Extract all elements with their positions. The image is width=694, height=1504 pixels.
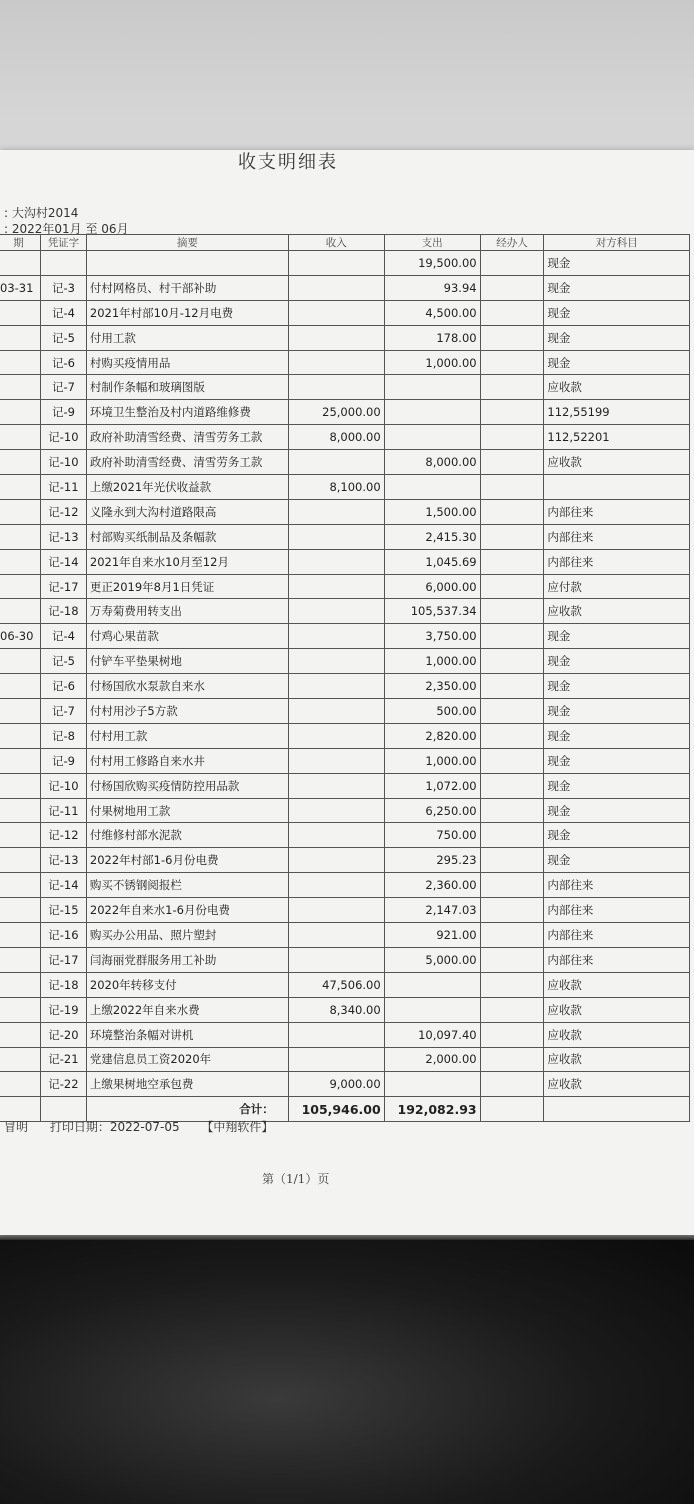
row-expense: 10,097.40 <box>384 1022 480 1047</box>
row-handler <box>480 475 544 500</box>
row-period <box>0 450 40 475</box>
row-counter-account: 现金 <box>544 624 690 649</box>
row-expense: 3,750.00 <box>384 624 480 649</box>
row-expense: 500.00 <box>384 699 480 724</box>
background-shadow <box>0 1240 694 1504</box>
row-period <box>0 549 40 574</box>
table-row <box>0 450 690 475</box>
header-expense: 支出 <box>384 235 480 251</box>
row-summary: 付铲车平垫果树地 <box>86 649 288 674</box>
row-voucher: 记-13 <box>40 524 86 549</box>
row-handler <box>480 947 544 972</box>
row-expense: 2,360.00 <box>384 873 480 898</box>
row-voucher: 记-17 <box>40 574 86 599</box>
table-row <box>0 425 690 450</box>
row-handler <box>480 524 544 549</box>
row-expense: 1,000.00 <box>384 350 480 375</box>
row-period <box>0 251 40 276</box>
row-expense: 2,147.03 <box>384 898 480 923</box>
row-voucher: 记-20 <box>40 1022 86 1047</box>
row-period <box>0 773 40 798</box>
row-handler <box>480 898 544 923</box>
software-name: 【中翔软件】 <box>201 1120 274 1134</box>
row-income <box>288 350 384 375</box>
row-counter-account: 应收款 <box>544 1047 690 1072</box>
table-row <box>0 649 690 674</box>
row-period <box>0 499 40 524</box>
row-income <box>288 574 384 599</box>
row-summary: 付维修村部水泥款 <box>86 823 288 848</box>
row-expense: 1,000.00 <box>384 649 480 674</box>
report-title: 收支明细表 <box>238 152 338 173</box>
row-voucher: 记-7 <box>40 699 86 724</box>
row-handler <box>480 923 544 948</box>
row-voucher: 记-9 <box>40 748 86 773</box>
row-summary: 2021年村部10月-12月电费 <box>86 300 288 325</box>
row-handler <box>480 972 544 997</box>
row-counter-account: 现金 <box>544 699 690 724</box>
row-period <box>0 823 40 848</box>
row-voucher: 记-6 <box>40 674 86 699</box>
table-row <box>0 773 690 798</box>
row-summary: 义隆永到大沟村道路限高 <box>86 499 288 524</box>
row-handler <box>480 723 544 748</box>
row-period <box>0 848 40 873</box>
row-handler <box>480 699 544 724</box>
row-counter-account: 应收款 <box>544 450 690 475</box>
header-income: 收入 <box>288 235 384 251</box>
table-row <box>0 699 690 724</box>
row-summary: 2022年自来水1-6月份电费 <box>86 898 288 923</box>
row-handler <box>480 873 544 898</box>
row-expense: 4,500.00 <box>384 300 480 325</box>
row-counter-account: 内部往来 <box>544 923 690 948</box>
table-row <box>0 674 690 699</box>
table-row <box>0 275 690 300</box>
row-handler <box>480 773 544 798</box>
row-voucher: 记-14 <box>40 873 86 898</box>
total-income: 105,946.00 <box>288 1097 384 1122</box>
row-counter-account: 应收款 <box>544 1072 690 1097</box>
print-footer <box>4 1118 291 1135</box>
row-expense: 1,072.00 <box>384 773 480 798</box>
row-period: 03-31 <box>0 275 40 300</box>
row-voucher: 记-11 <box>40 475 86 500</box>
row-voucher: 记-11 <box>40 798 86 823</box>
row-voucher: 记-4 <box>40 300 86 325</box>
table-row <box>0 499 690 524</box>
table-row <box>0 549 690 574</box>
row-income <box>288 898 384 923</box>
row-period <box>0 1022 40 1047</box>
row-counter-account: 现金 <box>544 649 690 674</box>
row-income <box>288 624 384 649</box>
row-period <box>0 923 40 948</box>
row-handler <box>480 300 544 325</box>
row-income <box>288 1047 384 1072</box>
row-summary: 环境卫生整治及村内道路维修费 <box>86 400 288 425</box>
row-voucher: 记-10 <box>40 450 86 475</box>
table-row <box>0 848 690 873</box>
row-income: 47,506.00 <box>288 972 384 997</box>
row-expense <box>384 425 480 450</box>
row-summary: 购买办公用品、照片塑封 <box>86 923 288 948</box>
row-counter-account: 现金 <box>544 848 690 873</box>
row-counter-account: 内部往来 <box>544 873 690 898</box>
print-date: 打印日期：2022-07-05 <box>49 1120 180 1134</box>
row-voucher: 记-4 <box>40 624 86 649</box>
row-summary: 2020年转移支付 <box>86 972 288 997</box>
header-voucher: 凭证字 <box>40 235 86 251</box>
row-income <box>288 674 384 699</box>
table-row <box>0 798 690 823</box>
row-income <box>288 275 384 300</box>
row-period <box>0 325 40 350</box>
row-income <box>288 823 384 848</box>
row-expense: 295.23 <box>384 848 480 873</box>
row-summary: 万寿菊费用转支出 <box>86 599 288 624</box>
row-handler <box>480 823 544 848</box>
row-expense: 2,415.30 <box>384 524 480 549</box>
row-summary: 更正2019年8月1日凭证 <box>86 574 288 599</box>
row-income <box>288 450 384 475</box>
table-row <box>0 873 690 898</box>
row-income <box>288 773 384 798</box>
row-counter-account: 现金 <box>544 325 690 350</box>
row-handler <box>480 599 544 624</box>
row-expense: 105,537.34 <box>384 599 480 624</box>
row-summary: 上缴2022年自来水费 <box>86 997 288 1022</box>
row-counter-account: 现金 <box>544 723 690 748</box>
table-row <box>0 923 690 948</box>
row-counter-account: 应收款 <box>544 972 690 997</box>
row-income <box>288 649 384 674</box>
row-expense <box>384 1072 480 1097</box>
row-period <box>0 475 40 500</box>
row-handler <box>480 450 544 475</box>
table-row <box>0 723 690 748</box>
table-row <box>0 748 690 773</box>
row-expense: 2,000.00 <box>384 1047 480 1072</box>
row-handler <box>480 325 544 350</box>
row-handler <box>480 1022 544 1047</box>
row-expense: 6,000.00 <box>384 574 480 599</box>
row-income <box>288 499 384 524</box>
row-counter-account: 应收款 <box>544 375 690 400</box>
row-counter-account: 现金 <box>544 251 690 276</box>
row-income <box>288 599 384 624</box>
table-row <box>0 475 690 500</box>
row-summary: 上缴果树地空承包费 <box>86 1072 288 1097</box>
row-voucher: 记-9 <box>40 400 86 425</box>
row-income <box>288 251 384 276</box>
footer-note: 冒明 <box>4 1120 29 1134</box>
ledger-table <box>0 234 690 1122</box>
row-income <box>288 300 384 325</box>
row-period <box>0 997 40 1022</box>
row-period: 06-30 <box>0 624 40 649</box>
table-row <box>0 1072 690 1097</box>
row-counter-account: 应付款 <box>544 574 690 599</box>
row-income <box>288 549 384 574</box>
table-row <box>0 624 690 649</box>
row-period <box>0 972 40 997</box>
table-row <box>0 972 690 997</box>
row-handler <box>480 549 544 574</box>
row-period <box>0 699 40 724</box>
row-counter-account: 内部往来 <box>544 947 690 972</box>
row-counter-account: 内部往来 <box>544 549 690 574</box>
row-summary: 村购买疫情用品 <box>86 350 288 375</box>
row-voucher: 记-15 <box>40 898 86 923</box>
row-counter-account: 现金 <box>544 748 690 773</box>
row-income <box>288 375 384 400</box>
row-voucher: 记-21 <box>40 1047 86 1072</box>
row-income <box>288 848 384 873</box>
row-counter-account: 112,52201 <box>544 425 690 450</box>
row-summary: 政府补助清雪经费、清雪劳务工款 <box>86 450 288 475</box>
row-income <box>288 873 384 898</box>
row-voucher: 记-19 <box>40 997 86 1022</box>
table-row <box>0 524 690 549</box>
row-summary: 付杨国欣水泵款自来水 <box>86 674 288 699</box>
row-counter-account: 应收款 <box>544 997 690 1022</box>
row-voucher: 记-12 <box>40 823 86 848</box>
row-handler <box>480 624 544 649</box>
header-summary: 摘要 <box>86 235 288 251</box>
row-counter-account: 现金 <box>544 798 690 823</box>
row-income: 9,000.00 <box>288 1072 384 1097</box>
row-summary: 2022年村部1-6月份电费 <box>86 848 288 873</box>
row-handler <box>480 1072 544 1097</box>
row-voucher <box>40 251 86 276</box>
row-handler <box>480 375 544 400</box>
total-label: 合计： <box>86 1097 288 1122</box>
row-handler <box>480 748 544 773</box>
row-summary: 环境整治条幅对讲机 <box>86 1022 288 1047</box>
row-handler <box>480 425 544 450</box>
row-voucher: 记-7 <box>40 375 86 400</box>
row-income: 8,340.00 <box>288 997 384 1022</box>
row-voucher: 记-8 <box>40 723 86 748</box>
row-voucher: 记-10 <box>40 773 86 798</box>
row-expense <box>384 375 480 400</box>
row-handler <box>480 350 544 375</box>
row-voucher: 记-16 <box>40 923 86 948</box>
row-summary: 付用工款 <box>86 325 288 350</box>
table-row <box>0 574 690 599</box>
row-summary <box>86 251 288 276</box>
row-voucher: 记-5 <box>40 649 86 674</box>
row-period <box>0 599 40 624</box>
row-voucher: 记-12 <box>40 499 86 524</box>
row-expense: 921.00 <box>384 923 480 948</box>
row-counter-account: 112,55199 <box>544 400 690 425</box>
row-counter-account: 应收款 <box>544 599 690 624</box>
row-handler <box>480 798 544 823</box>
row-period <box>0 649 40 674</box>
row-period <box>0 674 40 699</box>
row-voucher: 记-18 <box>40 599 86 624</box>
row-summary: 政府补助清雪经费、清雪劳务工款 <box>86 425 288 450</box>
row-summary: 付村用工款 <box>86 723 288 748</box>
row-income <box>288 923 384 948</box>
row-handler <box>480 1047 544 1072</box>
row-income <box>288 699 384 724</box>
row-period <box>0 425 40 450</box>
row-period <box>0 524 40 549</box>
row-income <box>288 748 384 773</box>
period-line: : 2022年01月 至 06月 <box>4 222 129 236</box>
row-voucher: 记-17 <box>40 947 86 972</box>
row-voucher: 记-10 <box>40 425 86 450</box>
row-voucher: 记-6 <box>40 350 86 375</box>
row-summary: 2021年自来水10月至12月 <box>86 549 288 574</box>
row-income: 8,000.00 <box>288 425 384 450</box>
row-summary: 购买不锈钢阅报栏 <box>86 873 288 898</box>
row-expense: 1,045.69 <box>384 549 480 574</box>
row-income <box>288 1022 384 1047</box>
row-period <box>0 400 40 425</box>
row-expense: 8,000.00 <box>384 450 480 475</box>
row-expense: 5,000.00 <box>384 947 480 972</box>
row-voucher: 记-3 <box>40 275 86 300</box>
row-summary: 付村网格员、村干部补助 <box>86 275 288 300</box>
row-summary: 付杨国欣购买疫情防控用品款 <box>86 773 288 798</box>
row-voucher: 记-5 <box>40 325 86 350</box>
row-income: 25,000.00 <box>288 400 384 425</box>
row-summary: 上缴2021年光伏收益款 <box>86 475 288 500</box>
row-counter-account: 内部往来 <box>544 898 690 923</box>
table-row <box>0 823 690 848</box>
row-period <box>0 574 40 599</box>
header-handler: 经办人 <box>480 235 544 251</box>
row-handler <box>480 400 544 425</box>
row-expense: 2,820.00 <box>384 723 480 748</box>
row-voucher: 记-18 <box>40 972 86 997</box>
table-row <box>0 997 690 1022</box>
row-counter-account: 现金 <box>544 823 690 848</box>
row-expense: 178.00 <box>384 325 480 350</box>
row-income <box>288 723 384 748</box>
table-row <box>0 898 690 923</box>
row-expense: 19,500.00 <box>384 251 480 276</box>
row-expense: 750.00 <box>384 823 480 848</box>
page-indicator: 第（1/1）页 <box>262 1172 330 1186</box>
row-expense: 2,350.00 <box>384 674 480 699</box>
table-row <box>0 375 690 400</box>
row-summary: 付村用沙子5方款 <box>86 699 288 724</box>
header-period: 期 <box>0 235 40 251</box>
row-summary: 付果树地用工款 <box>86 798 288 823</box>
row-summary: 党建信息员工资2020年 <box>86 1047 288 1072</box>
row-counter-account: 应收款 <box>544 1022 690 1047</box>
table-row <box>0 599 690 624</box>
row-period <box>0 798 40 823</box>
row-expense <box>384 475 480 500</box>
row-period <box>0 375 40 400</box>
row-expense <box>384 400 480 425</box>
row-expense: 1,500.00 <box>384 499 480 524</box>
row-income <box>288 798 384 823</box>
row-period <box>0 1072 40 1097</box>
row-period <box>0 350 40 375</box>
account-line: : 大沟村2014 <box>4 206 79 220</box>
table-row <box>0 350 690 375</box>
row-summary: 闫海丽党群服务用工补助 <box>86 947 288 972</box>
row-voucher: 记-22 <box>40 1072 86 1097</box>
table-row <box>0 400 690 425</box>
table-row <box>0 251 690 276</box>
row-handler <box>480 997 544 1022</box>
row-summary: 村制作条幅和玻璃图版 <box>86 375 288 400</box>
row-expense: 93.94 <box>384 275 480 300</box>
row-period <box>0 898 40 923</box>
total-expense: 192,082.93 <box>384 1097 480 1122</box>
row-expense <box>384 997 480 1022</box>
row-handler <box>480 251 544 276</box>
table-header-row <box>0 235 690 251</box>
row-counter-account: 现金 <box>544 773 690 798</box>
row-counter-account: 现金 <box>544 275 690 300</box>
table-row <box>0 1047 690 1072</box>
row-summary: 村部购买纸制品及条幅款 <box>86 524 288 549</box>
row-income <box>288 325 384 350</box>
row-counter-account: 现金 <box>544 300 690 325</box>
row-period <box>0 947 40 972</box>
row-handler <box>480 275 544 300</box>
row-handler <box>480 574 544 599</box>
row-handler <box>480 649 544 674</box>
table-row <box>0 300 690 325</box>
table-row <box>0 947 690 972</box>
row-summary: 付鸡心果苗款 <box>86 624 288 649</box>
table-row <box>0 1022 690 1047</box>
row-counter-account: 内部往来 <box>544 524 690 549</box>
row-handler <box>480 848 544 873</box>
row-counter-account: 内部往来 <box>544 499 690 524</box>
row-voucher: 记-13 <box>40 848 86 873</box>
table-row <box>0 325 690 350</box>
row-expense: 6,250.00 <box>384 798 480 823</box>
row-expense <box>384 972 480 997</box>
header-counter-account: 对方科目 <box>544 235 690 251</box>
row-income: 8,100.00 <box>288 475 384 500</box>
row-handler <box>480 499 544 524</box>
row-income <box>288 524 384 549</box>
row-summary: 付村用工修路自来水井 <box>86 748 288 773</box>
row-counter-account: 现金 <box>544 350 690 375</box>
row-expense: 1,000.00 <box>384 748 480 773</box>
row-counter-account <box>544 475 690 500</box>
row-period <box>0 300 40 325</box>
row-period <box>0 748 40 773</box>
row-period <box>0 723 40 748</box>
row-voucher: 记-14 <box>40 549 86 574</box>
row-counter-account: 现金 <box>544 674 690 699</box>
row-handler <box>480 674 544 699</box>
row-period <box>0 873 40 898</box>
row-income <box>288 947 384 972</box>
row-period <box>0 1047 40 1072</box>
